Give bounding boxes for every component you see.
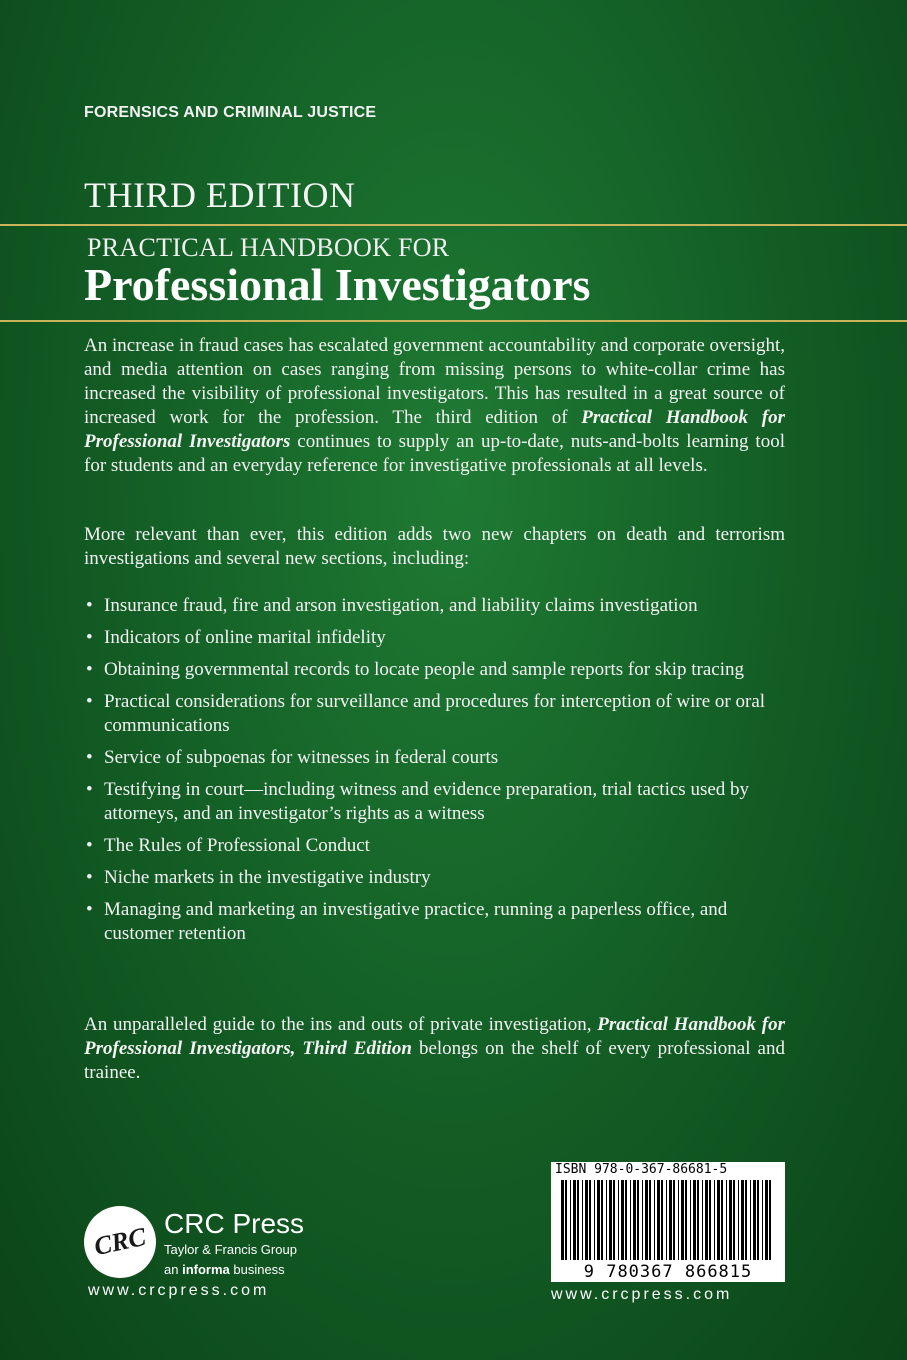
barcode-bar: [565, 1180, 567, 1260]
barcode-bar: [762, 1180, 763, 1260]
barcode-bar: [745, 1180, 747, 1260]
barcode-bar: [649, 1180, 651, 1260]
barcode-bar: [741, 1180, 744, 1260]
barcode-bar: [729, 1180, 732, 1260]
edition-label: THIRD EDITION: [84, 175, 356, 215]
bullet-icon: •: [86, 867, 93, 888]
barcode-bar: [585, 1180, 588, 1260]
barcode-bar: [606, 1180, 607, 1260]
list-item: • Testifying in court—including witness and evidence preparation, trial tactics used by attorneys, and an investigator’s rights as a witness: [86, 779, 750, 824]
barcode-bar: [726, 1180, 727, 1260]
barcode-bar: [642, 1180, 643, 1260]
barcode-bar: [613, 1180, 615, 1260]
intro-paragraph: [84, 334, 785, 478]
closing-paragraph: [84, 1013, 785, 1085]
intro-text: An increase in fraud cases has escalated government accountability and corporate oversight, and media attention on cases ranging from missing persons to white-collar crime has increased the visibility of professional investigators. This has resulted in a great source of increased work for the profession. The third edition of: [84, 335, 785, 428]
bullet-icon: •: [86, 899, 93, 920]
barcode-bar: [589, 1180, 591, 1260]
barcode-bar: [678, 1180, 679, 1260]
barcode-url[interactable]: www.crcpress.com: [551, 1286, 733, 1303]
intro-text-end: continues to supply an up-to-date, nuts-and-bolts learning tool for students and an everyday reference for investigative professionals at all levels.: [84, 431, 785, 476]
bullet-icon: •: [86, 659, 93, 680]
new-sections-list: [84, 594, 785, 954]
isbn-barcode: [551, 1162, 785, 1282]
barcode-bar: [750, 1180, 751, 1260]
publisher-url[interactable]: www.crcpress.com: [88, 1282, 270, 1299]
barcode-bar: [685, 1180, 687, 1260]
top-divider: [0, 224, 907, 226]
barcode-bar: [733, 1180, 735, 1260]
new-chapters-paragraph: More relevant than ever, this edition adds two new chapters on death and terrorism investigations and several new sections, including:: [84, 524, 785, 569]
barcode-bar: [601, 1180, 603, 1260]
barcode-bar: [681, 1180, 684, 1260]
barcode-bar: [625, 1180, 627, 1260]
intro-emphasis: Practical Handbook for Professional Investigators: [84, 407, 785, 452]
barcode-bar: [561, 1180, 564, 1260]
book-title: Professional Investigators: [84, 259, 591, 310]
barcode-bar: [690, 1180, 691, 1260]
barcode-bar: [669, 1180, 672, 1260]
list-item: • Managing and marketing an investigative practice, running a paperless office, and customer retention: [86, 899, 728, 944]
barcode-bar: [769, 1180, 771, 1260]
barcode-bar: [705, 1180, 708, 1260]
barcode-bar: [657, 1180, 660, 1260]
barcode-bar: [573, 1180, 576, 1260]
barcode-bar: [618, 1180, 619, 1260]
barcode-bar: [570, 1180, 571, 1260]
bullet-icon: •: [86, 747, 93, 768]
barcode-bar: [673, 1180, 675, 1260]
barcode-bar: [609, 1180, 612, 1260]
barcode-bar: [765, 1180, 768, 1260]
bullet-icon: •: [86, 779, 93, 800]
logo-text: CRC: [91, 1221, 149, 1262]
list-item: • Practical considerations for surveillance and procedures for interception of wire or oral communications: [86, 691, 766, 736]
barcode-bars: [561, 1180, 775, 1260]
publisher-name: CRC Press: [164, 1208, 305, 1239]
barcode-bar: [630, 1180, 631, 1260]
bullet-icon: •: [86, 627, 93, 648]
barcode-bar: [633, 1180, 636, 1260]
barcode-bar: [738, 1180, 739, 1260]
bullet-icon: •: [86, 595, 93, 616]
list-item: • Indicators of online marital infidelity: [86, 627, 386, 648]
barcode-bar: [661, 1180, 663, 1260]
publisher-informa: an informa business: [164, 1262, 285, 1277]
barcode-bar: [721, 1180, 723, 1260]
barcode-bar: [697, 1180, 699, 1260]
list-item: • Obtaining governmental records to locate people and sample reports for skip tracing: [86, 659, 744, 680]
barcode-bar: [693, 1180, 696, 1260]
closing-text-end: belongs on the shelf of every professional and trainee.: [84, 1038, 785, 1083]
list-item: • The Rules of Professional Conduct: [86, 835, 370, 856]
bottom-divider: [0, 320, 907, 322]
barcode-bar: [597, 1180, 600, 1260]
publisher-group: Taylor & Francis Group: [164, 1242, 297, 1257]
isbn-label: ISBN 978-0-367-86681-5: [555, 1162, 728, 1177]
barcode-bar: [753, 1180, 756, 1260]
barcode-bar: [621, 1180, 624, 1260]
barcode-bar: [645, 1180, 648, 1260]
barcode-bar: [666, 1180, 667, 1260]
bullet-icon: •: [86, 691, 93, 712]
barcode-bar: [654, 1180, 655, 1260]
closing-text: An unparalleled guide to the ins and outs of private investigation,: [84, 1014, 598, 1035]
barcode-bar: [637, 1180, 639, 1260]
publisher-block: [164, 1208, 304, 1280]
barcode-bar: [717, 1180, 720, 1260]
barcode-bar: [709, 1180, 711, 1260]
book-subtitle: PRACTICAL HANDBOOK FOR: [87, 233, 450, 262]
barcode-bar: [577, 1180, 579, 1260]
barcode-bar: [757, 1180, 759, 1260]
bullet-icon: •: [86, 835, 93, 856]
barcode-bar: [714, 1180, 715, 1260]
series-label: FORENSICS AND CRIMINAL JUSTICE: [84, 104, 377, 121]
barcode-bar: [702, 1180, 703, 1260]
barcode-bar: [594, 1180, 595, 1260]
barcode-bar: [582, 1180, 583, 1260]
crc-logo-icon: [84, 1206, 156, 1278]
closing-emphasis: Practical Handbook for Professional Investigators, Third Edition: [84, 1014, 785, 1059]
list-item: • Insurance fraud, fire and arson investigation, and liability claims investigation: [86, 595, 698, 616]
list-item: • Service of subpoenas for witnesses in federal courts: [86, 747, 499, 768]
isbn-digits: 9 780367 866815: [583, 1262, 753, 1282]
list-item: • Niche markets in the investigative industry: [86, 867, 431, 888]
